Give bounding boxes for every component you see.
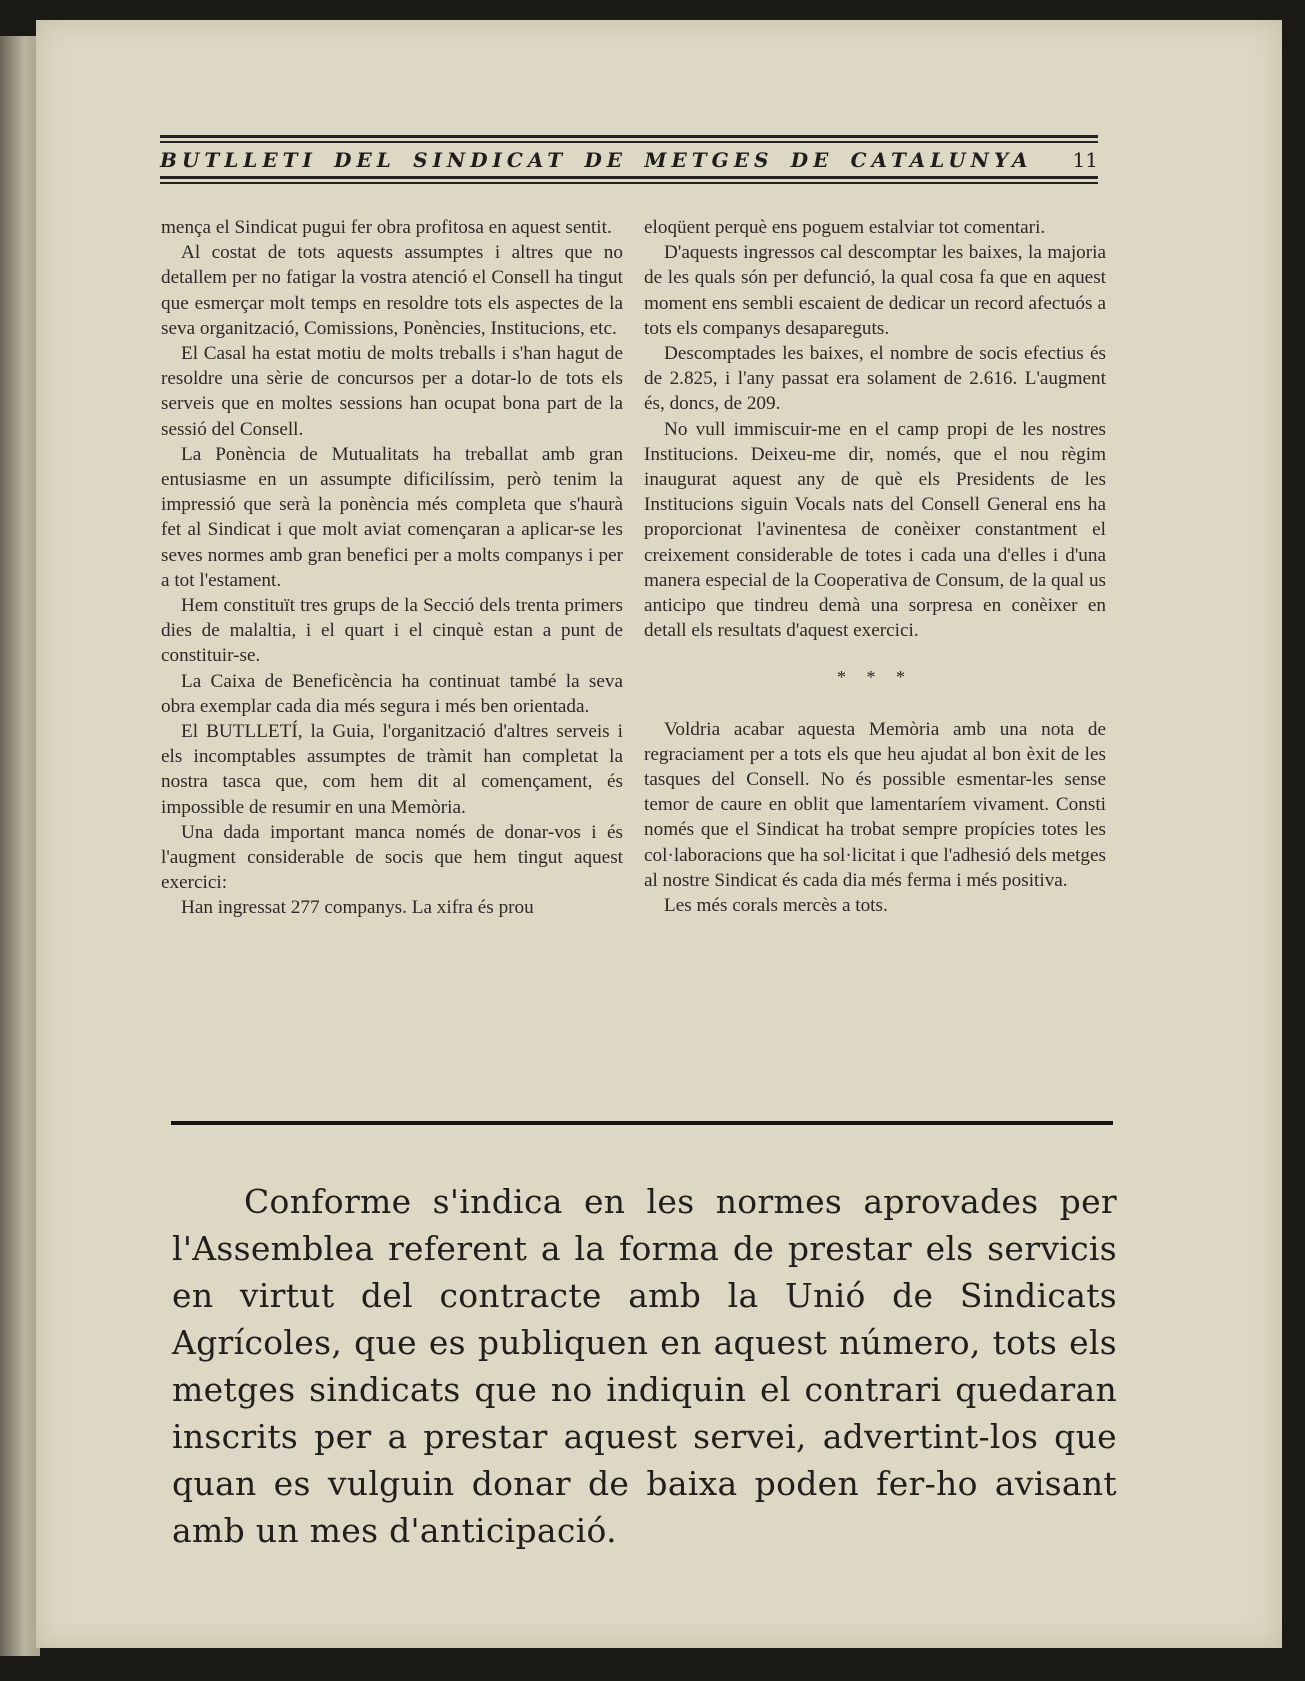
paragraph: Descomptades les baixes, el nombre de socis efectius és de 2.825, i l'any passat era solament de 2.616. L'augment és, doncs, de 209. — [644, 343, 1106, 415]
journal-title — [160, 148, 1073, 172]
title-word: DEL — [334, 148, 396, 172]
notice-text: Conforme s'indica en les normes aprovades per l'Assemblea referent a la forma de prestar els servicis en virtut del contracte amb la Unió de Sindicats Agrícoles, que es publiquen en aquest número, tots els metges sindicats que no indiquin el contrari quedaran inscrits per a prestar aquest servei, advertint-los que quan es vulguin donar de baixa poden fer-ho avisant amb un mes d'anticipació. — [172, 1182, 1117, 1550]
running-header — [160, 135, 1098, 184]
header-top-rule — [160, 135, 1098, 138]
right-column — [644, 215, 1106, 921]
paragraph: La Caixa de Beneficència ha continuat també la seva obra exemplar cada dia més segura i més ben orientada. — [161, 670, 623, 717]
paragraph: Una dada important manca només de donar-vos i és l'augment considerable de socis que hem tingut aquest exercici: — [161, 821, 623, 894]
title-word: CATALUNYA — [850, 148, 1033, 172]
paragraph: El BUTLLETÍ, la Guia, l'organització d'altres serveis i els incomptables assumptes de tràmit han completat la nostra tasca que, com hem dit al començament, és impossible de resumir en una Memòria. — [161, 721, 623, 818]
header-bottom-rule — [160, 176, 1098, 179]
title-word: BUTLLETI — [160, 148, 317, 172]
title-word: SINDICAT — [413, 148, 568, 172]
paragraph: Al costat de tots aquests assumptes i altres que no detallem per no fatigar la vostra atenció el Consell ha tingut que esmerçar molt temps en resoldre tots els aspectes de la seva organització, Comissions, Ponències, Institucions, etc. — [161, 242, 623, 339]
book-spine — [0, 36, 40, 1656]
header-bottom-rule-thin — [160, 182, 1098, 184]
paragraph: D'aquests ingressos cal descomptar les baixes, la majoria de les quals són per defunció, la qual cosa fa que en aquest moment ens sembli escaient de dedicar un record afectuós a tots els companys desapareguts. — [644, 242, 1106, 339]
title-word: METGES — [644, 148, 774, 172]
notice-block — [172, 1178, 1117, 1554]
paragraph: Voldria acabar aquesta Memòria amb una nota de regraciament per a tots els que heu ajudat al bon èxit de les tasques del Consell. No és possible esmentar-les sense temor de caure en oblit que lamentaríem vivament. Consti només que el Sindicat ha trobat sempre propícies totes les col·laboracions que ha sol·licitat i que l'adhesió dels metges al nostre Sindicat és cada dia més ferma i més positiva. — [644, 718, 1106, 891]
paragraph: eloqüent perquè ens poguem estalviar tot comentari. — [644, 217, 1046, 238]
paragraph: mença el Sindicat pugui fer obra profitosa en aquest sentit. — [161, 217, 612, 238]
paragraph: No vull immiscuir-me en el camp propi de les nostres Institucions. Deixeu-me dir, només, que el nou règim inaugurat aquest any de què els Presidents de les Institucions siguin Vocals nats del Consell General ens ha proporcionat l'avinentesa de conèixer constantment el creixement considerable de totes i cada una d'elles i d'una manera especial de la Cooperativa de Consum, de la qual us anticipo que tindreu demà una sorpresa en conèixer en detall els resultats d'aquest exercici. — [644, 418, 1106, 642]
body-columns — [161, 215, 1106, 921]
title-word: DE — [790, 148, 834, 172]
left-column — [161, 215, 623, 921]
section-separator: * * * — [837, 667, 913, 688]
title-word: DE — [584, 148, 628, 172]
paragraph: Han ingressat 277 companys. La xifra és prou — [181, 897, 534, 919]
page-number: 11 — [1072, 148, 1098, 172]
paragraph: La Ponència de Mutualitats ha treballat amb gran entusiasme en un assumpte dificilíssim, però tenim la impressió que serà la ponència més completa que s'haurà fet al Sindicat i que molt aviat començaran a aplicar-se les seves normes amb gran benefici per a molts companys i per a tot l'estament. — [161, 443, 623, 591]
section-divider — [171, 1121, 1113, 1125]
paragraph: El Casal ha estat motiu de molts treballs i s'han hagut de resoldre una sèrie de concursos per a dotar-lo de tots els serveis que en moltes sessions han ocupat bona part de la sessió del Consell. — [161, 343, 623, 440]
paragraph: Hem constituït tres grups de la Secció dels trenta primers dies de malaltia, i el quart i el cinquè estan a punt de constituir-se. — [161, 595, 623, 667]
paragraph: Les més corals mercès a tots. — [664, 895, 888, 917]
